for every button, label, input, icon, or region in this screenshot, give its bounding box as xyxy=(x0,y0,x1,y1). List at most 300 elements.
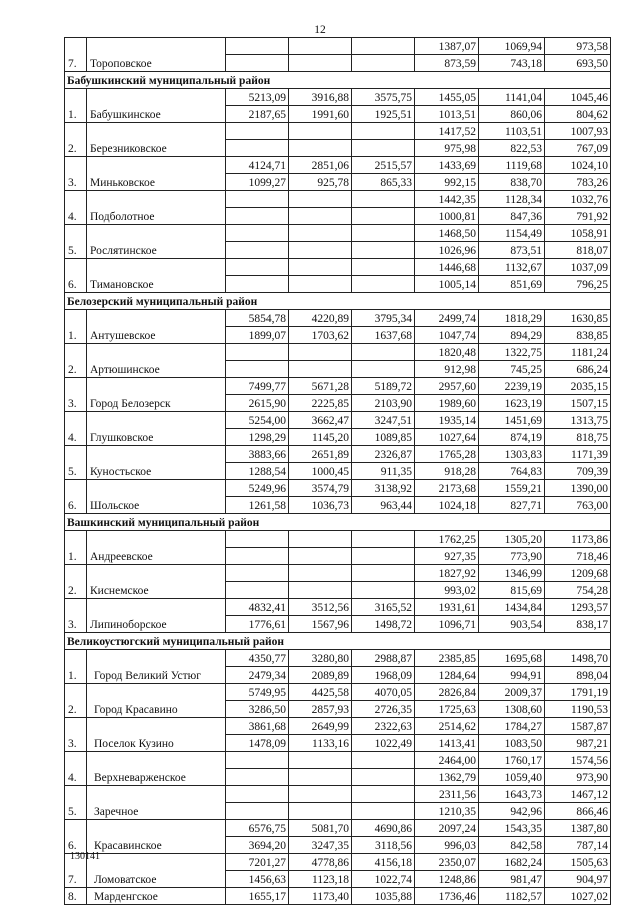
table-row xyxy=(65,191,611,208)
value-cell: 5671,28 xyxy=(289,378,352,395)
row-number: 7. xyxy=(65,854,87,888)
value-cell: 1024,18 xyxy=(415,497,479,514)
value-cell: 1505,63 xyxy=(545,854,611,871)
value-cell: 2826,84 xyxy=(415,684,479,701)
value-cell: 2726,35 xyxy=(352,701,415,718)
row-number: 2. xyxy=(65,344,87,378)
value-cell xyxy=(226,565,289,582)
value-cell xyxy=(289,55,352,72)
value-cell xyxy=(226,361,289,378)
table-row xyxy=(65,446,611,463)
value-cell: 1026,96 xyxy=(415,242,479,259)
value-cell: 2615,90 xyxy=(226,395,289,412)
row-number: 2. xyxy=(65,565,87,599)
value-cell: 1818,29 xyxy=(479,310,545,327)
settlement-name: Тимановское xyxy=(87,259,226,293)
value-cell: 3118,56 xyxy=(352,837,415,854)
value-cell xyxy=(352,55,415,72)
table-row xyxy=(65,718,611,735)
value-cell: 1682,24 xyxy=(479,854,545,871)
value-cell: 1695,68 xyxy=(479,650,545,667)
district-header-row xyxy=(65,514,611,531)
value-cell: 1390,00 xyxy=(545,480,611,497)
value-cell: 1027,02 xyxy=(545,888,611,905)
value-cell: 1181,24 xyxy=(545,344,611,361)
value-cell: 1637,68 xyxy=(352,327,415,344)
value-cell: 1456,63 xyxy=(226,871,289,888)
value-cell: 1210,35 xyxy=(415,803,479,820)
value-cell: 1478,09 xyxy=(226,735,289,752)
value-cell: 1248,86 xyxy=(415,871,479,888)
value-cell: 1587,87 xyxy=(545,718,611,735)
value-cell: 1022,74 xyxy=(352,871,415,888)
value-cell: 822,53 xyxy=(479,140,545,157)
row-number: 4. xyxy=(65,412,87,446)
value-cell xyxy=(289,752,352,769)
settlement-name: Антушевское xyxy=(87,310,226,344)
value-cell: 1362,79 xyxy=(415,769,479,786)
value-cell: 2187,65 xyxy=(226,106,289,123)
value-cell: 1765,28 xyxy=(415,446,479,463)
value-cell: 1173,40 xyxy=(289,888,352,905)
value-cell xyxy=(289,582,352,599)
table-row xyxy=(65,684,611,701)
value-cell: 1468,50 xyxy=(415,225,479,242)
value-cell xyxy=(289,259,352,276)
row-number: 4. xyxy=(65,752,87,786)
value-cell: 987,21 xyxy=(545,735,611,752)
value-cell: 1498,70 xyxy=(545,650,611,667)
value-cell: 1145,20 xyxy=(289,429,352,446)
row-number: 3. xyxy=(65,599,87,633)
value-cell: 866,46 xyxy=(545,803,611,820)
value-cell: 1123,18 xyxy=(289,871,352,888)
value-cell: 1032,76 xyxy=(545,191,611,208)
value-cell: 1387,80 xyxy=(545,820,611,837)
value-cell: 2988,87 xyxy=(352,650,415,667)
value-cell: 1171,39 xyxy=(545,446,611,463)
settlement-name: Город Белозерск xyxy=(87,378,226,412)
value-cell: 1417,52 xyxy=(415,123,479,140)
settlement-name: Верхневарженское xyxy=(87,752,226,786)
value-cell: 874,19 xyxy=(479,429,545,446)
value-cell xyxy=(226,276,289,293)
value-cell xyxy=(289,565,352,582)
value-cell: 1467,12 xyxy=(545,786,611,803)
value-cell xyxy=(289,276,352,293)
value-cell: 838,85 xyxy=(545,327,611,344)
value-cell: 3861,68 xyxy=(226,718,289,735)
value-cell: 3916,88 xyxy=(289,89,352,106)
value-cell: 767,09 xyxy=(545,140,611,157)
value-cell: 1089,85 xyxy=(352,429,415,446)
value-cell: 2097,24 xyxy=(415,820,479,837)
value-cell xyxy=(226,123,289,140)
value-cell: 2464,00 xyxy=(415,752,479,769)
value-cell: 1313,75 xyxy=(545,412,611,429)
row-number: 5. xyxy=(65,446,87,480)
value-cell: 686,24 xyxy=(545,361,611,378)
value-cell: 5249,96 xyxy=(226,480,289,497)
value-cell: 1387,07 xyxy=(415,38,479,55)
value-cell xyxy=(226,242,289,259)
settlement-name: Миньковское xyxy=(87,157,226,191)
value-cell xyxy=(352,582,415,599)
row-number: 6. xyxy=(65,480,87,514)
value-cell xyxy=(289,786,352,803)
settlement-name: Куностьское xyxy=(87,446,226,480)
value-cell: 2350,07 xyxy=(415,854,479,871)
value-cell xyxy=(352,242,415,259)
value-cell: 973,90 xyxy=(545,769,611,786)
value-cell: 1013,51 xyxy=(415,106,479,123)
value-cell: 2035,15 xyxy=(545,378,611,395)
value-cell: 3883,66 xyxy=(226,446,289,463)
value-cell: 5189,72 xyxy=(352,378,415,395)
value-cell: 994,91 xyxy=(479,667,545,684)
value-cell: 996,03 xyxy=(415,837,479,854)
settlement-name: Глушковское xyxy=(87,412,226,446)
value-cell: 1574,56 xyxy=(545,752,611,769)
value-cell: 2851,06 xyxy=(289,157,352,174)
value-cell: 4350,77 xyxy=(226,650,289,667)
value-cell xyxy=(226,208,289,225)
settlement-name: Город Великий Устюг xyxy=(87,650,226,684)
value-cell: 763,00 xyxy=(545,497,611,514)
value-cell: 1022,49 xyxy=(352,735,415,752)
value-cell: 1925,51 xyxy=(352,106,415,123)
value-cell: 1037,09 xyxy=(545,259,611,276)
value-cell: 3138,92 xyxy=(352,480,415,497)
value-cell xyxy=(289,191,352,208)
value-cell xyxy=(352,548,415,565)
value-cell xyxy=(226,344,289,361)
value-cell: 3165,52 xyxy=(352,599,415,616)
value-cell: 745,25 xyxy=(479,361,545,378)
row-number: 5. xyxy=(65,225,87,259)
value-cell: 1209,68 xyxy=(545,565,611,582)
row-number: 1. xyxy=(65,650,87,684)
value-cell: 818,07 xyxy=(545,242,611,259)
value-cell: 1567,96 xyxy=(289,616,352,633)
value-cell: 7499,77 xyxy=(226,378,289,395)
value-cell xyxy=(289,38,352,55)
value-cell: 2651,89 xyxy=(289,446,352,463)
value-cell: 1132,67 xyxy=(479,259,545,276)
value-cell: 2239,19 xyxy=(479,378,545,395)
value-cell: 847,36 xyxy=(479,208,545,225)
value-cell: 743,18 xyxy=(479,55,545,72)
value-cell: 1000,45 xyxy=(289,463,352,480)
value-cell xyxy=(289,769,352,786)
table-row xyxy=(65,378,611,395)
settlement-name: Тороповское xyxy=(87,38,226,72)
value-cell: 815,69 xyxy=(479,582,545,599)
value-cell: 709,39 xyxy=(545,463,611,480)
value-cell: 693,50 xyxy=(545,55,611,72)
value-cell: 4425,58 xyxy=(289,684,352,701)
value-cell: 1096,71 xyxy=(415,616,479,633)
value-cell: 1288,54 xyxy=(226,463,289,480)
value-cell: 1433,69 xyxy=(415,157,479,174)
value-cell: 1036,73 xyxy=(289,497,352,514)
value-cell: 791,92 xyxy=(545,208,611,225)
value-cell: 3694,20 xyxy=(226,837,289,854)
table-row xyxy=(65,259,611,276)
value-cell: 4124,71 xyxy=(226,157,289,174)
value-cell: 1507,15 xyxy=(545,395,611,412)
value-cell xyxy=(352,531,415,548)
value-cell: 1045,46 xyxy=(545,89,611,106)
value-cell: 1024,10 xyxy=(545,157,611,174)
value-cell: 1298,29 xyxy=(226,429,289,446)
value-cell: 865,33 xyxy=(352,174,415,191)
value-cell: 1305,20 xyxy=(479,531,545,548)
row-number: 4. xyxy=(65,191,87,225)
value-cell: 1442,35 xyxy=(415,191,479,208)
value-cell: 993,02 xyxy=(415,582,479,599)
value-cell: 1451,69 xyxy=(479,412,545,429)
row-number: 6. xyxy=(65,259,87,293)
district-header-row xyxy=(65,72,611,89)
value-cell: 5081,70 xyxy=(289,820,352,837)
table-row xyxy=(65,752,611,769)
value-cell: 2326,87 xyxy=(352,446,415,463)
value-cell: 1762,25 xyxy=(415,531,479,548)
settlement-name: Красавинское xyxy=(87,820,226,854)
value-cell: 4156,18 xyxy=(352,854,415,871)
settlement-name: Березниковское xyxy=(87,123,226,157)
value-cell: 6576,75 xyxy=(226,820,289,837)
value-cell: 1776,61 xyxy=(226,616,289,633)
value-cell xyxy=(289,344,352,361)
value-cell: 981,47 xyxy=(479,871,545,888)
settlement-name: Бабушкинское xyxy=(87,89,226,123)
value-cell: 2479,34 xyxy=(226,667,289,684)
value-cell: 963,44 xyxy=(352,497,415,514)
value-cell: 2225,85 xyxy=(289,395,352,412)
value-cell: 1455,05 xyxy=(415,89,479,106)
value-cell: 3286,50 xyxy=(226,701,289,718)
value-cell: 4832,41 xyxy=(226,599,289,616)
value-cell xyxy=(289,225,352,242)
value-cell xyxy=(352,140,415,157)
district-header: Великоустюгский муниципальный район xyxy=(65,633,611,650)
value-cell xyxy=(352,276,415,293)
table-row xyxy=(65,412,611,429)
value-cell: 1190,53 xyxy=(545,701,611,718)
value-cell: 1303,83 xyxy=(479,446,545,463)
value-cell xyxy=(352,803,415,820)
value-cell: 754,28 xyxy=(545,582,611,599)
district-header-row xyxy=(65,633,611,650)
district-header: Бабушкинский муниципальный район xyxy=(65,72,611,89)
value-cell: 818,75 xyxy=(545,429,611,446)
value-cell: 1434,84 xyxy=(479,599,545,616)
value-cell: 5749,95 xyxy=(226,684,289,701)
value-cell: 925,78 xyxy=(289,174,352,191)
value-cell: 1703,62 xyxy=(289,327,352,344)
value-cell: 4778,86 xyxy=(289,854,352,871)
value-cell: 1413,41 xyxy=(415,735,479,752)
value-cell xyxy=(352,565,415,582)
value-cell: 1791,19 xyxy=(545,684,611,701)
settlement-name: Артюшинское xyxy=(87,344,226,378)
settlement-name: Заречное xyxy=(87,786,226,820)
settlement-name: Липиноборское xyxy=(87,599,226,633)
value-cell xyxy=(352,259,415,276)
value-cell: 1173,86 xyxy=(545,531,611,548)
table-row xyxy=(65,650,611,667)
value-cell: 718,46 xyxy=(545,548,611,565)
value-cell: 2103,90 xyxy=(352,395,415,412)
value-cell: 3574,79 xyxy=(289,480,352,497)
value-cell: 1736,46 xyxy=(415,888,479,905)
value-cell: 4220,89 xyxy=(289,310,352,327)
value-cell xyxy=(226,752,289,769)
value-cell: 827,71 xyxy=(479,497,545,514)
value-cell: 1035,88 xyxy=(352,888,415,905)
tariff-table xyxy=(64,37,611,905)
value-cell: 1543,35 xyxy=(479,820,545,837)
value-cell: 2089,89 xyxy=(289,667,352,684)
row-number: 2. xyxy=(65,123,87,157)
value-cell: 3662,47 xyxy=(289,412,352,429)
row-number: 3. xyxy=(65,157,87,191)
settlement-name: Город Красавино xyxy=(87,684,226,718)
district-header: Белозерский муниципальный район xyxy=(65,293,611,310)
settlement-name: Подболотное xyxy=(87,191,226,225)
value-cell: 796,25 xyxy=(545,276,611,293)
value-cell: 894,29 xyxy=(479,327,545,344)
row-number: 5. xyxy=(65,786,87,820)
value-cell: 3280,80 xyxy=(289,650,352,667)
table-row xyxy=(65,225,611,242)
district-header: Вашкинский муниципальный район xyxy=(65,514,611,531)
value-cell: 851,69 xyxy=(479,276,545,293)
value-cell: 1261,58 xyxy=(226,497,289,514)
value-cell: 1058,91 xyxy=(545,225,611,242)
value-cell xyxy=(226,259,289,276)
value-cell xyxy=(226,769,289,786)
value-cell: 783,26 xyxy=(545,174,611,191)
value-cell: 1498,72 xyxy=(352,616,415,633)
value-cell xyxy=(289,208,352,225)
table-row xyxy=(65,310,611,327)
row-number: 2. xyxy=(65,684,87,718)
value-cell: 1099,27 xyxy=(226,174,289,191)
row-number: 6. xyxy=(65,820,87,854)
value-cell: 911,35 xyxy=(352,463,415,480)
value-cell xyxy=(226,55,289,72)
row-number: 1. xyxy=(65,89,87,123)
table-row xyxy=(65,157,611,174)
value-cell: 3512,56 xyxy=(289,599,352,616)
value-cell: 3247,35 xyxy=(289,837,352,854)
value-cell: 2385,85 xyxy=(415,650,479,667)
value-cell: 3247,51 xyxy=(352,412,415,429)
value-cell: 787,14 xyxy=(545,837,611,854)
value-cell: 1991,60 xyxy=(289,106,352,123)
value-cell: 764,83 xyxy=(479,463,545,480)
value-cell xyxy=(352,361,415,378)
value-cell xyxy=(226,38,289,55)
value-cell: 1103,51 xyxy=(479,123,545,140)
value-cell: 842,58 xyxy=(479,837,545,854)
value-cell: 5854,78 xyxy=(226,310,289,327)
value-cell: 927,35 xyxy=(415,548,479,565)
value-cell: 903,54 xyxy=(479,616,545,633)
value-cell: 838,70 xyxy=(479,174,545,191)
row-number: 3. xyxy=(65,378,87,412)
row-number: 1. xyxy=(65,531,87,565)
value-cell: 2649,99 xyxy=(289,718,352,735)
value-cell xyxy=(289,531,352,548)
value-cell xyxy=(289,548,352,565)
value-cell: 992,15 xyxy=(415,174,479,191)
value-cell xyxy=(289,140,352,157)
row-number: 1. xyxy=(65,310,87,344)
value-cell: 1827,92 xyxy=(415,565,479,582)
value-cell: 1119,68 xyxy=(479,157,545,174)
value-cell: 1643,73 xyxy=(479,786,545,803)
row-number: 7. xyxy=(65,38,87,72)
value-cell: 1059,40 xyxy=(479,769,545,786)
settlement-name: Поселок Кузино xyxy=(87,718,226,752)
value-cell: 1141,04 xyxy=(479,89,545,106)
value-cell: 4690,86 xyxy=(352,820,415,837)
value-cell: 1559,21 xyxy=(479,480,545,497)
table-row xyxy=(65,344,611,361)
row-number: 3. xyxy=(65,718,87,752)
value-cell: 2499,74 xyxy=(415,310,479,327)
value-cell: 918,28 xyxy=(415,463,479,480)
value-cell: 1128,34 xyxy=(479,191,545,208)
value-cell: 1000,81 xyxy=(415,208,479,225)
value-cell: 1623,19 xyxy=(479,395,545,412)
value-cell: 860,06 xyxy=(479,106,545,123)
value-cell xyxy=(352,786,415,803)
value-cell: 1133,16 xyxy=(289,735,352,752)
value-cell: 2009,37 xyxy=(479,684,545,701)
value-cell: 804,62 xyxy=(545,106,611,123)
value-cell: 898,04 xyxy=(545,667,611,684)
value-cell: 1968,09 xyxy=(352,667,415,684)
value-cell: 1899,07 xyxy=(226,327,289,344)
settlement-name: Ломоватское xyxy=(87,854,226,888)
value-cell xyxy=(226,582,289,599)
value-cell xyxy=(352,752,415,769)
table-row xyxy=(65,888,611,905)
value-cell xyxy=(226,786,289,803)
table-row xyxy=(65,123,611,140)
value-cell: 873,59 xyxy=(415,55,479,72)
value-cell xyxy=(352,208,415,225)
value-cell xyxy=(226,548,289,565)
value-cell: 2311,56 xyxy=(415,786,479,803)
value-cell: 1760,17 xyxy=(479,752,545,769)
value-cell: 1725,63 xyxy=(415,701,479,718)
value-cell: 2514,62 xyxy=(415,718,479,735)
value-cell xyxy=(352,191,415,208)
value-cell: 1154,49 xyxy=(479,225,545,242)
value-cell: 3795,34 xyxy=(352,310,415,327)
value-cell xyxy=(352,769,415,786)
value-cell: 1655,17 xyxy=(226,888,289,905)
value-cell: 1083,50 xyxy=(479,735,545,752)
value-cell: 5213,09 xyxy=(226,89,289,106)
value-cell: 2515,57 xyxy=(352,157,415,174)
